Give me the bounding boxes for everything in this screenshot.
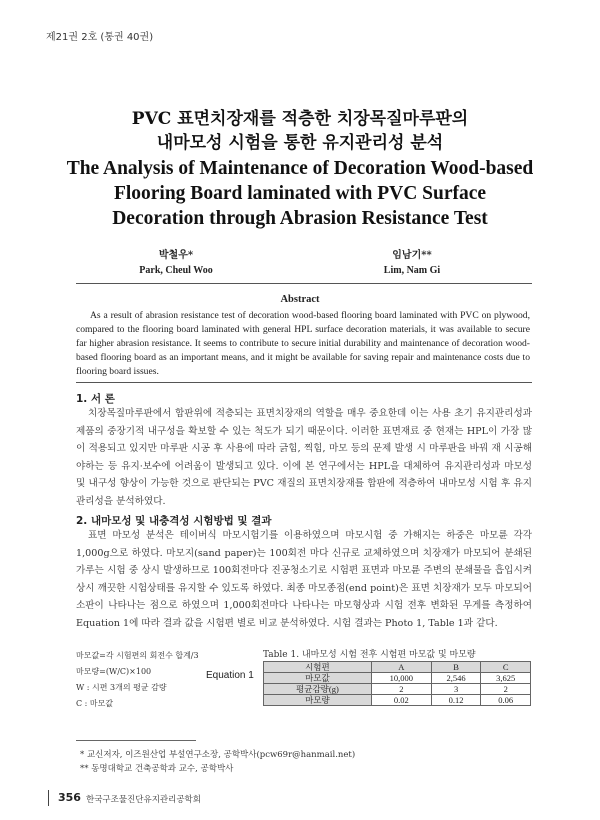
table-row <box>264 684 531 695</box>
footer-divider <box>48 790 49 806</box>
author-1-korean-name: 박철우* <box>158 250 194 261</box>
table-1 <box>263 661 531 706</box>
journal-name: 한국구조물진단유지관리공학회 <box>86 795 201 805</box>
author-2-korean-name: 임남기** <box>392 250 432 261</box>
table-row-label: 마모량 <box>264 695 372 706</box>
abstract-bottom-rule <box>76 382 532 383</box>
title-english-line-1: The Analysis of Maintenance of Decoration Wood-based <box>66 158 534 179</box>
table-cell: 0.02 <box>371 695 431 706</box>
title-english-line-3: Decoration through Abrasion Resistance Test <box>112 208 488 229</box>
page-number: 356 <box>58 791 81 804</box>
author-1-english-name: Park, Cheul Woo <box>139 265 213 276</box>
equation-label: Equation 1 <box>206 670 254 681</box>
author-2 <box>312 246 512 276</box>
footnote-rule <box>76 740 196 741</box>
equation-line-1: 마모값=각 시험편의 회전수 합계/3 <box>76 651 199 660</box>
table-header-cell: B <box>431 662 481 673</box>
author-2-english-name: Lim, Nam Gi <box>383 265 441 276</box>
equation-box <box>76 648 266 720</box>
abstract-top-rule <box>76 283 532 284</box>
table-row <box>264 673 531 684</box>
section-1-heading: 1. 서 론 <box>76 393 115 405</box>
table-cell: 2 <box>371 684 431 695</box>
equation-line-3: W : 시편 3개의 평균 감량 <box>76 683 167 692</box>
table-row-label: 마모값 <box>264 673 372 684</box>
table-cell: 0.12 <box>431 695 481 706</box>
table-cell: 2 <box>481 684 531 695</box>
journal-issue: 제21권 2호 (통권 40권) <box>46 32 154 43</box>
table-cell: 10,000 <box>371 673 431 684</box>
footnote-2: ** 동명대학교 건축공학과 교수, 공학박사 <box>80 764 234 774</box>
title-korean-line-2: 내마모성 시험을 통한 유지관리성 분석 <box>156 133 444 153</box>
equation-line-4: C : 마모값 <box>76 699 114 708</box>
abstract-text: As a result of abrasion resistance test of decoration wood-based flooring board laminated with PVC on plywood, compared to the flooring board laminated with general HPL surface decoration materials, it was available to secure far higher abrasion resistance. It seems to contribute to secure initial durability and maintenance of decoration wood-based flooring board as an important means, and it might be available for saving repair and maintenance costs due to flooring board issues. <box>76 310 530 377</box>
table-cell: 3 <box>431 684 481 695</box>
table-header-row <box>264 662 531 673</box>
abstract-heading: Abstract <box>280 294 320 305</box>
table-row <box>264 695 531 706</box>
section-2-heading: 2. 내마모성 및 내충격성 시험방법 및 결과 <box>76 515 272 527</box>
table-row-label: 평균감량(g) <box>264 684 372 695</box>
table-1-caption: Table 1. 내마모성 시험 전후 시험편 마모값 및 마모량 <box>263 650 476 660</box>
section-1-text: 치장목질마루판에서 합판위에 적층되는 표면치장재의 역할을 매우 중요한데 이는 사용 초기 유지관리성과 제품의 중장기적 내구성을 확보할 수 있는 척도가 되기 때문이다. 이러한 표면재료 중 현재는 HPL이 가장 많이 적용되고 있지만 마루판 시공 후 사용에 따라 긁힘, 찍힘, 마모 등의 문제 발생 시 마루판을 바꿔 재 시공해야하는 등 유지·보수에 어려움이 발생되고 있다. 이에 본 연구에서는 HPL을 대체하여 유지관리성과 마모성 및 내구성 향상이 가능한 것으로 판단되는 PVC 재질의 표면치장재를 합판에 적층하여 내마모성 시험 후 유지관리성을 분석하였다. <box>76 408 532 507</box>
equation-line-2: 마모량=(W/C)×100 <box>76 667 152 676</box>
section-2-text: 표면 마모성 분석은 테이버식 마모시험기를 이용하였으며 마모시험 중 가해지는 하중은 마모륜 각각 1,000g으로 하였다. 마모지(sand paper)는 100회전 마다 신규로 교체하였으며 치장재가 마모되어 분쇄된 가루는 시험 중 상시 발생하므로 100회전마다 진공청소기로 시험편 표면과 마모륜 주변의 분쇄물을 흡입시켜 상시 깨끗한 시험상태를 유지할 수 있도록 하였다. 최종 마모종점(end point)은 표면 치장재가 모두 마모되어 소판이 나타나는 점으로 하였으며 1,000회전마다 나타나는 마모형상과 시험 전후 변화된 무게를 측정하여 Equation 1에 따라 결과 값을 시험편 별로 비교 분석하였다. 시험 결과는 Photo 1, Table 1과 같다. <box>76 530 532 629</box>
table-header-cell: C <box>481 662 531 673</box>
title-english-line-2: Flooring Board laminated with PVC Surface <box>113 183 487 204</box>
table-header-cell: 시험편 <box>264 662 372 673</box>
table-header-cell: A <box>371 662 431 673</box>
table-cell: 2,546 <box>431 673 481 684</box>
footnote-1: * 교신저자, 이즈원산업 부설연구소장, 공학박사(pcw69r@hanmail.net) <box>80 750 356 760</box>
table-cell: 3,625 <box>481 673 531 684</box>
author-1 <box>76 246 276 276</box>
table-cell: 0.06 <box>481 695 531 706</box>
title-korean-line-1: PVC 표면치장재를 적층한 치장목질마루판의 <box>131 109 469 129</box>
